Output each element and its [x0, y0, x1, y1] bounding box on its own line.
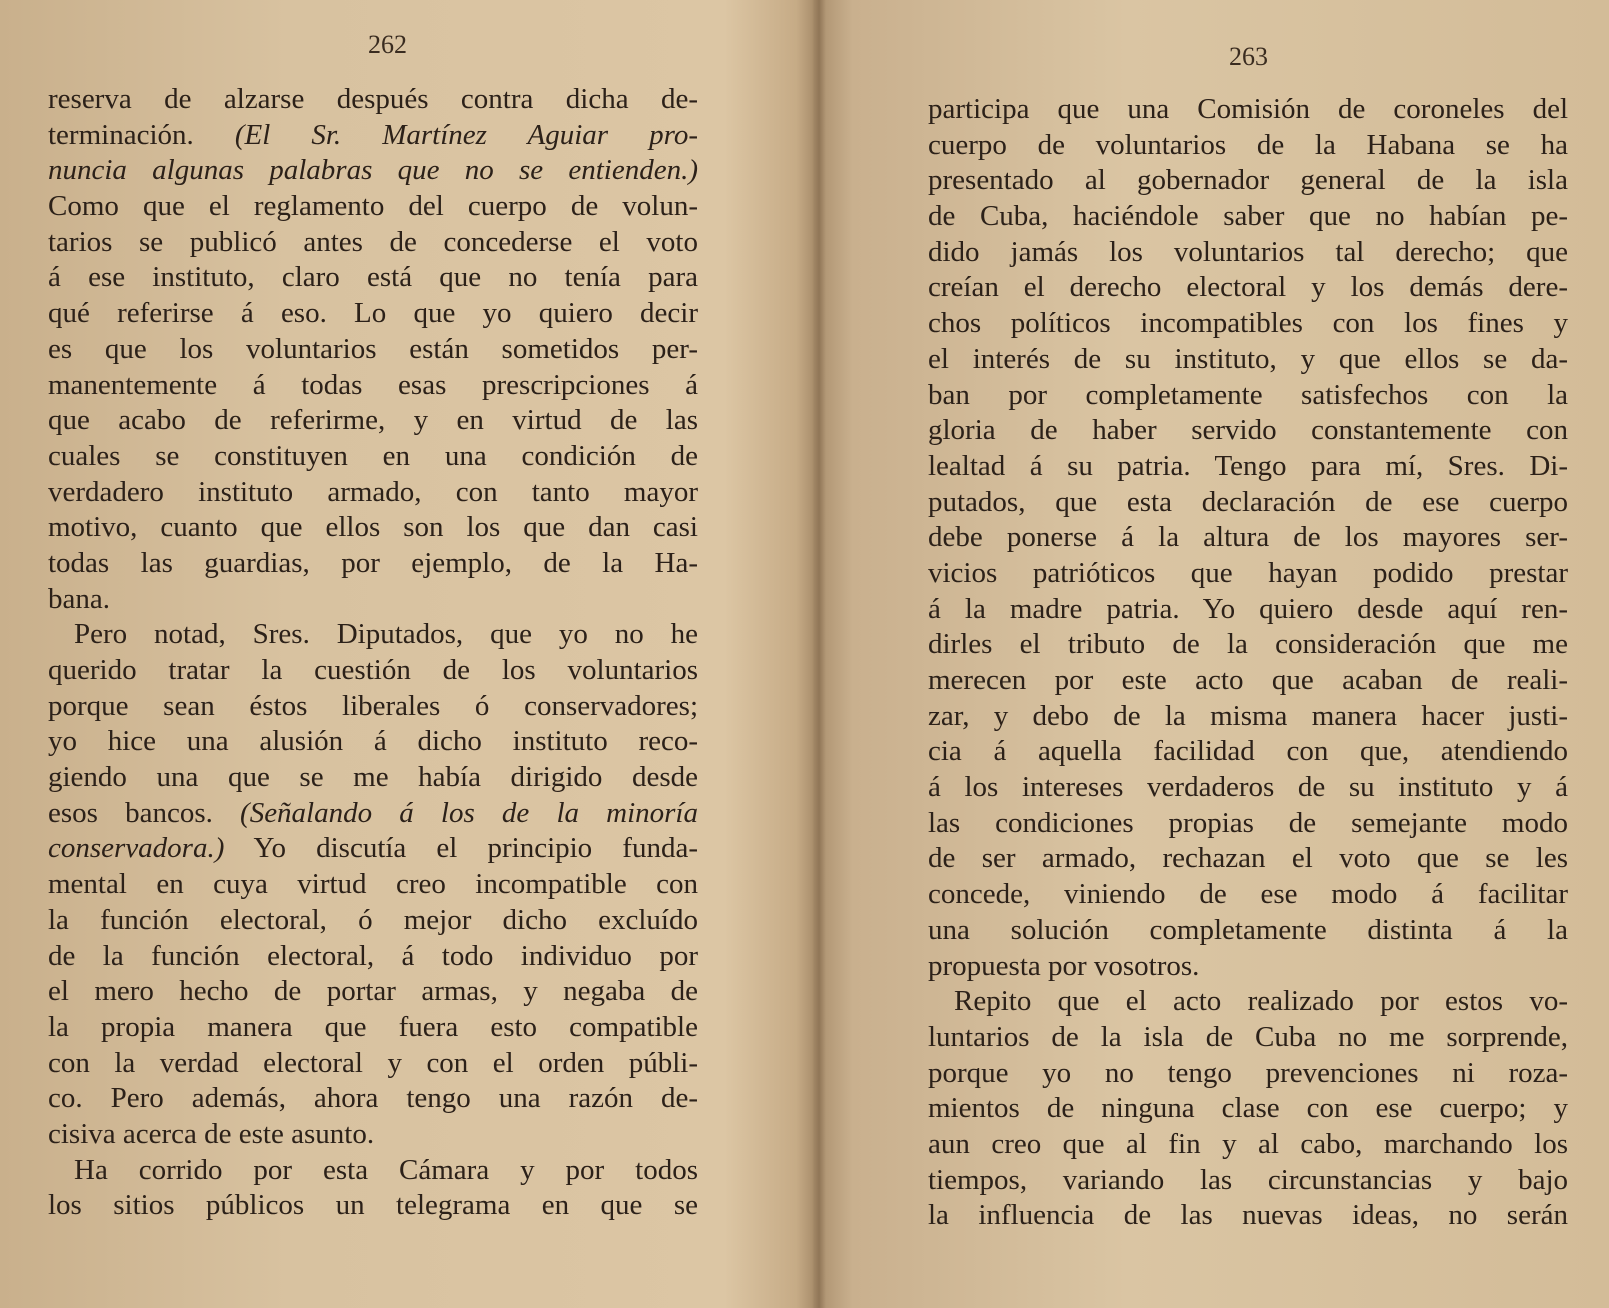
text-line [48, 796, 698, 832]
right-page [826, 0, 1609, 1308]
text-line [928, 770, 1568, 806]
page-body-text [928, 92, 1568, 1234]
text-run: presentado al gobernador general de la isla [928, 164, 1568, 197]
italic-text-run: (Señalando á los de la minoría [240, 796, 698, 829]
text-line [48, 760, 698, 796]
text-line [928, 877, 1568, 913]
text-run: reserva de alzarse después contra dicha de- [48, 83, 698, 115]
book-gutter [812, 0, 826, 1308]
text-run: dirles el tributo de la consideración que me [928, 628, 1568, 661]
text-line [48, 653, 698, 689]
text-line [928, 413, 1568, 449]
text-run: tiempos, variando las circunstancias y bajo [928, 1163, 1568, 1196]
text-line [928, 699, 1568, 735]
text-run: creían el derecho electoral y los demás dere- [928, 271, 1568, 304]
text-line [928, 1163, 1568, 1199]
text-run: putados, que esta declaración de ese cuerpo [928, 485, 1568, 518]
text-line [928, 270, 1568, 306]
text-line [48, 724, 698, 760]
text-run: los sitios públicos un telegrama en que se [48, 1189, 698, 1222]
text-run: bana. [48, 582, 110, 615]
text-run: luntarios de la isla de Cuba no me sorprende, [928, 1020, 1568, 1053]
text-line [928, 378, 1568, 414]
text-line [48, 225, 698, 261]
text-run: chos políticos incompatibles con los fines y [928, 307, 1568, 340]
text-line [928, 663, 1568, 699]
text-line [928, 627, 1568, 663]
text-line [928, 235, 1568, 271]
text-run: que acabo de referirme, y en virtud de las [48, 404, 698, 437]
text-run: porque sean éstos liberales ó conservadores; [48, 689, 698, 722]
text-line [48, 332, 698, 368]
text-line [48, 689, 698, 725]
text-run: porque yo no tengo prevenciones ni roza- [928, 1056, 1568, 1089]
text-line [48, 1081, 698, 1117]
text-line [928, 1056, 1568, 1092]
text-line [48, 867, 698, 903]
text-line [928, 949, 1568, 985]
text-line [928, 556, 1568, 592]
text-line [48, 439, 698, 475]
text-line [928, 592, 1568, 628]
text-run: co. Pero además, ahora tengo una razón de- [48, 1082, 698, 1115]
text-line [48, 617, 698, 653]
text-line [48, 475, 698, 511]
text-run: cuales se constituyen en una condición de [48, 439, 698, 472]
text-line [928, 1020, 1568, 1056]
text-line [928, 1127, 1568, 1163]
text-line [928, 199, 1568, 235]
page-number: 263 [1229, 42, 1268, 71]
text-run: de ser armado, rechazan el voto que se les [928, 842, 1568, 875]
text-line [48, 546, 698, 582]
text-line [48, 368, 698, 404]
text-run: una solución completamente distinta á la [928, 913, 1568, 946]
text-line [48, 1188, 698, 1224]
text-run: cia á aquella facilidad con que, atendiendo [928, 735, 1568, 768]
text-line [48, 939, 698, 975]
italic-text-run: nuncia algunas palabras que no se entienden.) [48, 154, 698, 187]
text-line [48, 582, 698, 618]
text-line [928, 841, 1568, 877]
text-run: participa que una Comisión de coroneles del [928, 93, 1568, 125]
text-line [48, 296, 698, 332]
text-line [928, 1091, 1568, 1127]
text-line [48, 1153, 698, 1189]
text-run: todas las guardias, por ejemplo, de la Ha- [48, 546, 698, 579]
text-line [928, 128, 1568, 164]
text-run: merecen por este acto que acaban de reali- [928, 664, 1568, 696]
text-run: es que los voluntarios están sometidos per- [48, 332, 698, 365]
text-run: la función electoral, ó mejor dicho excluído [48, 903, 698, 936]
text-run: la propia manera que fuera esto compatible [48, 1010, 698, 1043]
text-run: con la verdad electoral y con el orden públi- [48, 1046, 698, 1079]
italic-text-run: (El Sr. Martínez Aguiar pro- [234, 118, 698, 151]
text-line [48, 903, 698, 939]
text-run: de Cuba, haciéndole saber que no habían pe- [928, 200, 1568, 233]
page-body-text [48, 82, 698, 1224]
text-line [928, 306, 1568, 342]
text-run: yo hice una alusión á dicho instituto reco- [48, 725, 698, 758]
text-run: las condiciones propias de semejante modo [928, 806, 1568, 839]
text-line [48, 1010, 698, 1046]
text-run: Yo discutía el principio funda- [224, 832, 698, 865]
text-run: Repito que el acto realizado por estos vo- [954, 985, 1568, 1018]
text-line [928, 449, 1568, 485]
text-line [928, 92, 1568, 128]
text-run: motivo, cuanto que ellos son los que dan casi [48, 511, 698, 544]
text-line [48, 153, 698, 189]
text-line [928, 163, 1568, 199]
text-run: aun creo que al fin y al cabo, marchando los [928, 1127, 1568, 1160]
text-run: dido jamás los voluntarios tal derecho; que [928, 235, 1568, 268]
text-line [928, 984, 1568, 1020]
text-line [928, 342, 1568, 378]
text-line [48, 403, 698, 439]
text-line [928, 734, 1568, 770]
text-run: Como que el reglamento del cuerpo de volun- [48, 190, 698, 223]
text-run: lealtad á su patria. Tengo para mí, Sres. Di- [928, 449, 1568, 482]
text-run: manentemente á todas esas prescripciones á [48, 368, 698, 401]
italic-text-run: conservadora.) [48, 832, 225, 865]
text-run: giendo una que se me había dirigido desde [48, 761, 698, 794]
text-run: el mero hecho de portar armas, y negaba de [48, 975, 698, 1008]
text-run: á ese instituto, claro está que no tenía para [48, 261, 698, 294]
text-run: de la función electoral, á todo individuo por [48, 939, 698, 972]
text-run: concede, viniendo de ese modo á facilitar [928, 878, 1568, 911]
text-run: vicios patrióticos que hayan podido prestar [928, 556, 1568, 589]
text-line [48, 974, 698, 1010]
text-run: la influencia de las nuevas ideas, no serán [928, 1199, 1568, 1232]
text-run: propuesta por vosotros. [928, 949, 1200, 982]
text-run: cuerpo de voluntarios de la Habana se ha [928, 128, 1568, 161]
text-run: tarios se publicó antes de concederse el voto [48, 225, 698, 258]
text-run: cisiva acerca de este asunto. [48, 1117, 375, 1150]
text-run: debe ponerse á la altura de los mayores ser- [928, 521, 1568, 554]
text-line [48, 189, 698, 225]
text-line [928, 520, 1568, 556]
text-run: zar, y debo de la misma manera hacer justi- [928, 699, 1568, 732]
text-run: á la madre patria. Yo quiero desde aquí ren- [928, 592, 1568, 625]
text-run: mental en cuya virtud creo incompatible con [48, 868, 698, 901]
text-line [928, 913, 1568, 949]
text-run: Ha corrido por esta Cámara y por todos [74, 1153, 698, 1186]
text-run: el interés de su instituto, y que ellos se da- [928, 342, 1568, 375]
text-line [928, 806, 1568, 842]
text-line [48, 510, 698, 546]
text-run: qué referirse á eso. Lo que yo quiero decir [48, 297, 698, 330]
text-line [48, 82, 698, 118]
text-line [48, 260, 698, 296]
text-run: Pero notad, Sres. Diputados, que yo no he [74, 618, 698, 651]
text-line [48, 831, 698, 867]
text-line [928, 485, 1568, 521]
text-run: ban por completamente satisfechos con la [928, 378, 1568, 411]
text-line [48, 1046, 698, 1082]
text-line [48, 1117, 698, 1153]
text-run: mientos de ninguna clase con ese cuerpo; y [928, 1092, 1568, 1125]
text-run: terminación. [48, 118, 235, 151]
text-line [48, 118, 698, 154]
text-run: querido tratar la cuestión de los voluntarios [48, 654, 698, 686]
text-run: esos bancos. [48, 796, 241, 829]
text-line [928, 1198, 1568, 1234]
text-run: verdadero instituto armado, con tanto mayor [48, 475, 698, 508]
text-run: á los intereses verdaderos de su instituto y á [928, 771, 1568, 804]
page-number: 262 [368, 30, 407, 59]
text-run: gloria de haber servido constantemente con [928, 414, 1568, 447]
